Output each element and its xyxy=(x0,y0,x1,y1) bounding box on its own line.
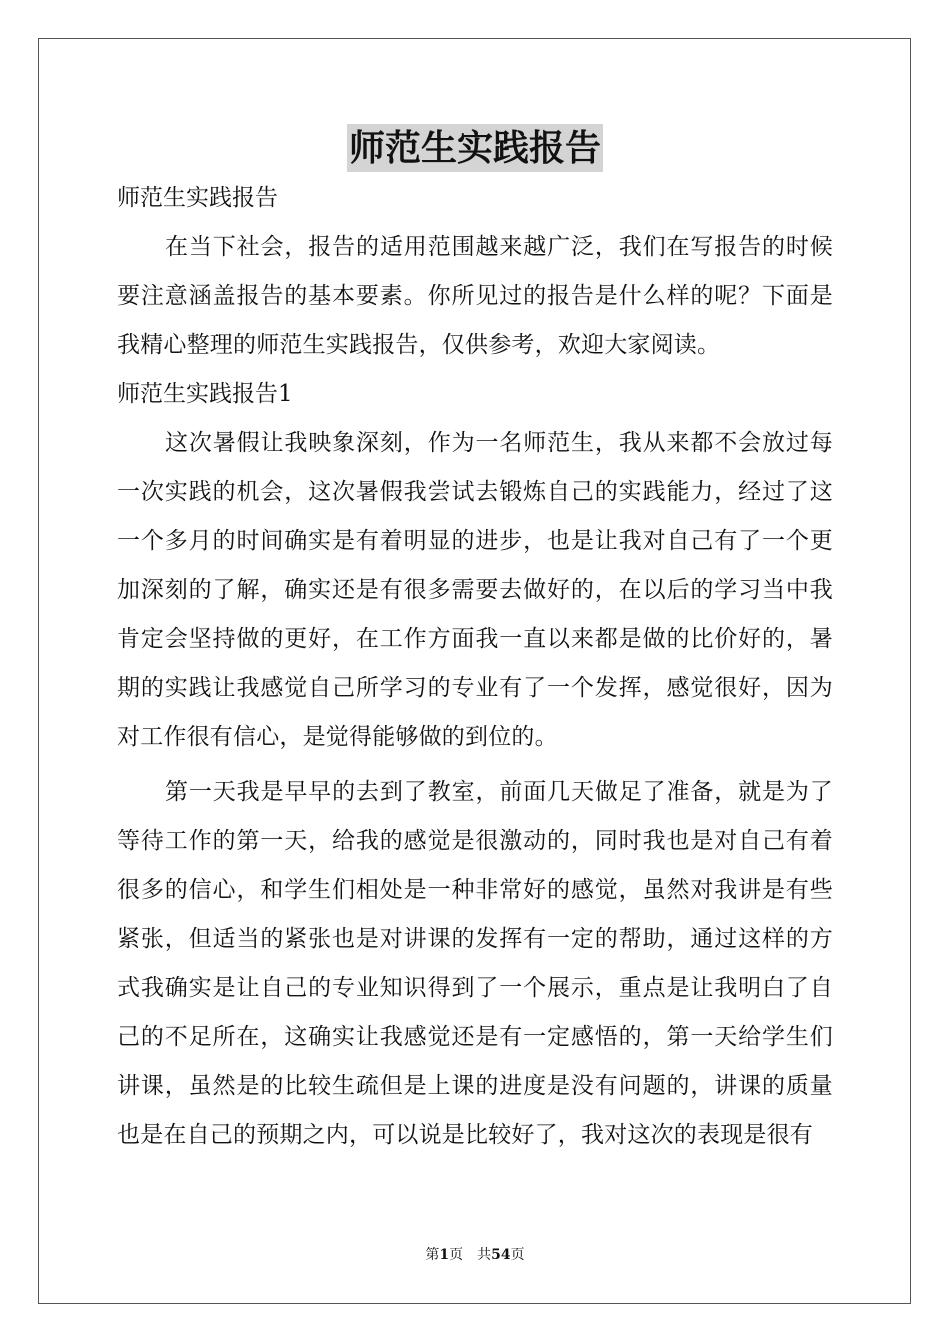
title-container xyxy=(0,124,950,172)
intro-paragraph: 在当下社会，报告的适用范围越来越广泛，我们在写报告的时候要注意涵盖报告的基本要素。你所见过的报告是什么样的呢？下面是我精心整理的师范生实践报告，仅供参考，欢迎大家阅读。 xyxy=(117,234,833,358)
page-footer xyxy=(0,1245,950,1265)
page-prefix: 第 xyxy=(425,1247,440,1263)
document-subtitle: 师范生实践报告 xyxy=(117,185,278,211)
section-heading: 师范生实践报告1 xyxy=(117,381,293,407)
document-title: 师范生实践报告 xyxy=(347,124,603,172)
page-suffix: 页 xyxy=(449,1247,464,1263)
page-number: 1 xyxy=(439,1247,450,1263)
body-paragraph-2: 第一天我是早早的去到了教室，前面几天做足了准备，就是为了等待工作的第一天，给我的感觉是很激动的，同时我也是对自己有着很多的信心，和学生们相处是一种非常好的感觉，虽然对我讲是有些紧张，但适当的紧张也是对讲课的发挥有一定的帮助，通过这样的方式我确实是让自己的专业知识得到了一个展示，重点是让我明白了自己的不足所在，这确实让我感觉还是有一定感悟的，第一天给学生们讲课，虽然是的比较生疏但是上课的进度是没有问题的，讲课的质量也是在自己的预期之内，可以说是比较好了，我对这次的表现是很有 xyxy=(117,779,833,1148)
body-paragraph-1: 这次暑假让我映象深刻，作为一名师范生，我从来都不会放过每一次实践的机会，这次暑假我尝试去锻炼自己的实践能力，经过了这一个多月的时间确实是有着明显的进步，也是让我对自己有了一个更加深刻的了解，确实还是有很多需要去做好的，在以后的学习当中我肯定会坚持做的更好，在工作方面我一直以来都是做的比价好的，暑期的实践让我感觉自己所学习的专业有了一个发挥，感觉很好，因为对工作很有信心，是觉得能够做的到位的。 xyxy=(117,430,833,750)
document-body xyxy=(117,174,833,1160)
total-pages: 54 xyxy=(491,1247,511,1263)
total-prefix: 共 xyxy=(477,1247,492,1263)
total-suffix: 页 xyxy=(510,1247,525,1263)
